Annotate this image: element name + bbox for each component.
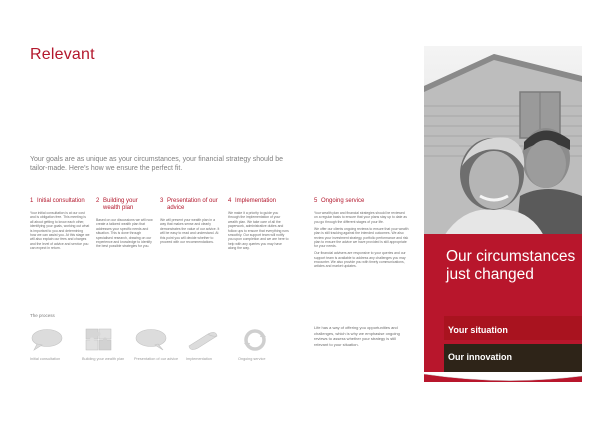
step-body [314,211,409,269]
step-heading [96,198,156,212]
step-heading [228,198,290,205]
step-number: 3 [160,198,164,204]
process-caption: Implementation [186,357,212,361]
step-title: Building your wealth plan [103,198,138,211]
process-item-implementation [186,328,236,362]
process-caption: Ongoing service [238,357,266,361]
step-heading [160,198,220,212]
intro-text: Your goals are as unique as your circumstances, your financial strategy should be tailor-made. Here's how we ensure the perfect fit. [30,156,284,172]
process-caption: Presentation of our advice [134,357,179,361]
speech-bubble-icon [30,328,64,352]
step-body [30,211,90,251]
panel-headline: Our circumstances just changed [446,248,576,283]
situation-label: Your situation [448,325,508,335]
step-body [96,218,156,249]
step-initial-consultation [30,198,90,253]
step-implementation [228,198,290,253]
step-presentation-of-advice [160,198,220,247]
closing-text: Life has a way of offering you opportunities and challenges, which is why we emphasise ongoing reviews to assess whether your strategy is still relevant to your situation. [314,325,400,347]
cover-panel [424,46,582,382]
document-roll-icon [186,328,220,352]
speech-bubble-icon [134,328,168,352]
page-title: Relevant [30,46,95,63]
process-caption: Initial consultation [30,357,61,361]
step-heading [30,198,90,205]
puzzle-icon [82,328,116,352]
step-title: Implementation [235,198,277,204]
step-paragraph: Your wealth plan and financial strategies should be reviewed on a regular basis to ensure that your plans stay up to date as you go through the different stages of your life. [314,211,407,224]
step-body [228,211,290,251]
process-item-building-wealth-plan [82,328,132,362]
couple-photo [424,46,582,236]
process-item-presentation-of-advice [134,328,184,362]
step-number: 4 [228,198,232,204]
step-paragraph: Your initial consultation is at our cost and is obligation free. This meeting is all about getting to know each other, identifying your goals, working out what is important to you and determining how we can assist you. At this stage we will also explain our fees and charges and the level of advice and service you can expect in return. [30,211,90,251]
step-title: Ongoing service [321,198,365,204]
step-number: 5 [314,198,318,204]
step-paragraph: We make it a priority to guide you through the implementation of your wealth plan. We take care of all the paperwork, administrative duties and follow ups to ensure that everything runs smoothly. Our support team will notify you upon completion and we are here to help with any queries you may have along the way. [228,211,289,251]
step-paragraph: We offer our clients ongoing reviews to ensure that your wealth plan is still tracking against the intended outcomes. We also review your investment strategy, portfolio performance and risk plan to ensure the advice we have provided is still appropriate for your needs. [314,226,409,249]
process-caption: Building your wealth plan [82,357,125,361]
step-ongoing-service [314,198,409,271]
process-label: The process [30,313,55,318]
cycle-arrows-icon [238,328,272,352]
step-paragraph: Based on our discussions we will now create a tailored wealth plan that addresses your specific needs and situation. This is done through specialised research, drawing on our experience and knowledge to identify the best possible strategies for you. [96,218,153,249]
page-curl [424,372,582,382]
process-item-initial-consultation [30,328,80,362]
step-paragraph: Our financial advisers are responsive to your queries and our support team is available to address any challenges you may encounter. We also provide you with timely communications, articles and market updates. [314,251,406,269]
process-item-ongoing-service [238,328,288,362]
step-building-wealth-plan [96,198,156,251]
step-heading [314,198,409,205]
step-title: Initial consultation [37,198,85,204]
step-title: Presentation of our advice [167,198,218,211]
step-number: 1 [30,198,34,204]
step-paragraph: We will present your wealth plan in a way that makes sense and clearly demonstrates the value of our advice. It will be easy to read and understand. At this point you will decide whether to proceed with our recommendations. [160,218,220,245]
step-number: 2 [96,198,100,204]
innovation-label: Our innovation [448,352,512,362]
step-body [160,218,220,244]
